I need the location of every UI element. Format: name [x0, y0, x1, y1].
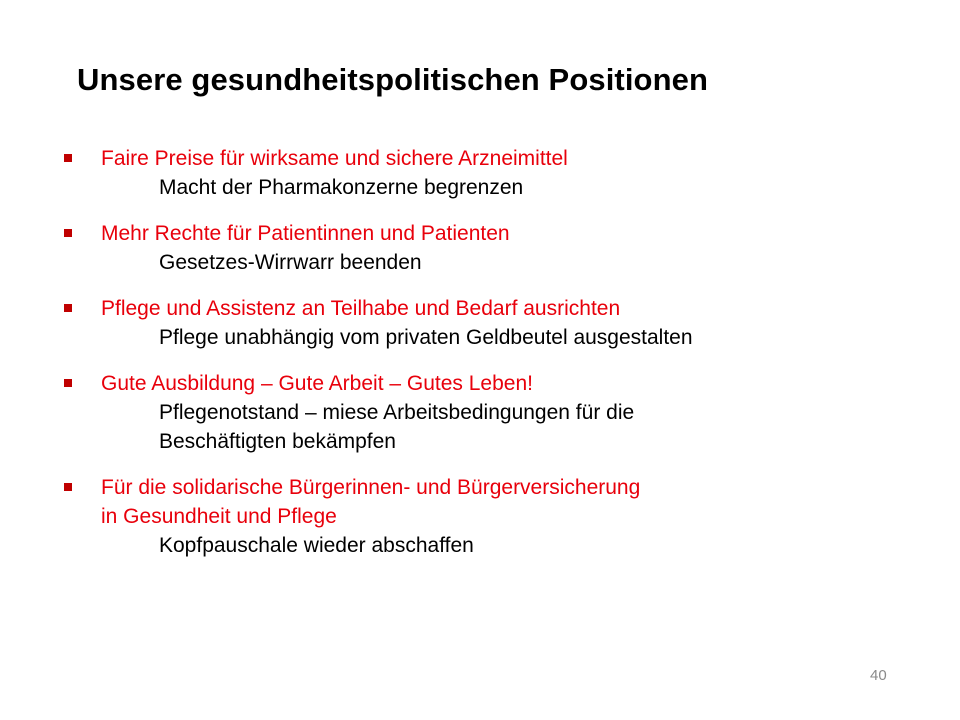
square-bullet-icon — [64, 154, 72, 162]
square-bullet-icon — [64, 379, 72, 387]
square-bullet-icon — [64, 483, 72, 491]
bullet-item — [64, 473, 924, 560]
bullet-subline: Macht der Pharmakonzerne begrenzen — [159, 176, 524, 199]
bullet-item — [64, 294, 924, 352]
bullet-item — [64, 144, 924, 202]
square-bullet-icon — [64, 304, 72, 312]
bullet-item — [64, 219, 924, 277]
bullet-subline: Pflege unabhängig vom privaten Geldbeutel ausgestalten — [159, 326, 693, 349]
page-number: 40 — [870, 667, 887, 684]
square-bullet-icon — [64, 229, 72, 237]
slide-title: Unsere gesundheitspolitischen Positionen — [77, 62, 708, 97]
bullet-heading-line: in Gesundheit und Pflege — [101, 505, 337, 528]
bullet-subline: Beschäftigten bekämpfen — [159, 430, 396, 453]
bullet-heading-line: Faire Preise für wirksame und sichere Arzneimittel — [101, 147, 568, 170]
bullet-list — [64, 144, 924, 577]
bullet-subline: Gesetzes-Wirrwarr beenden — [159, 251, 422, 274]
bullet-heading-line: Pflege und Assistenz an Teilhabe und Bedarf ausrichten — [101, 297, 621, 320]
bullet-item — [64, 369, 924, 456]
bullet-heading-line: Für die solidarische Bürgerinnen- und Bürgerversicherung — [101, 476, 641, 499]
bullet-subline: Kopfpauschale wieder abschaffen — [159, 534, 474, 557]
bullet-subline: Pflegenotstand – miese Arbeitsbedingungen für die — [159, 401, 635, 424]
bullet-heading-line: Mehr Rechte für Patientinnen und Patienten — [101, 222, 510, 245]
bullet-heading-line: Gute Ausbildung – Gute Arbeit – Gutes Leben! — [101, 372, 533, 395]
